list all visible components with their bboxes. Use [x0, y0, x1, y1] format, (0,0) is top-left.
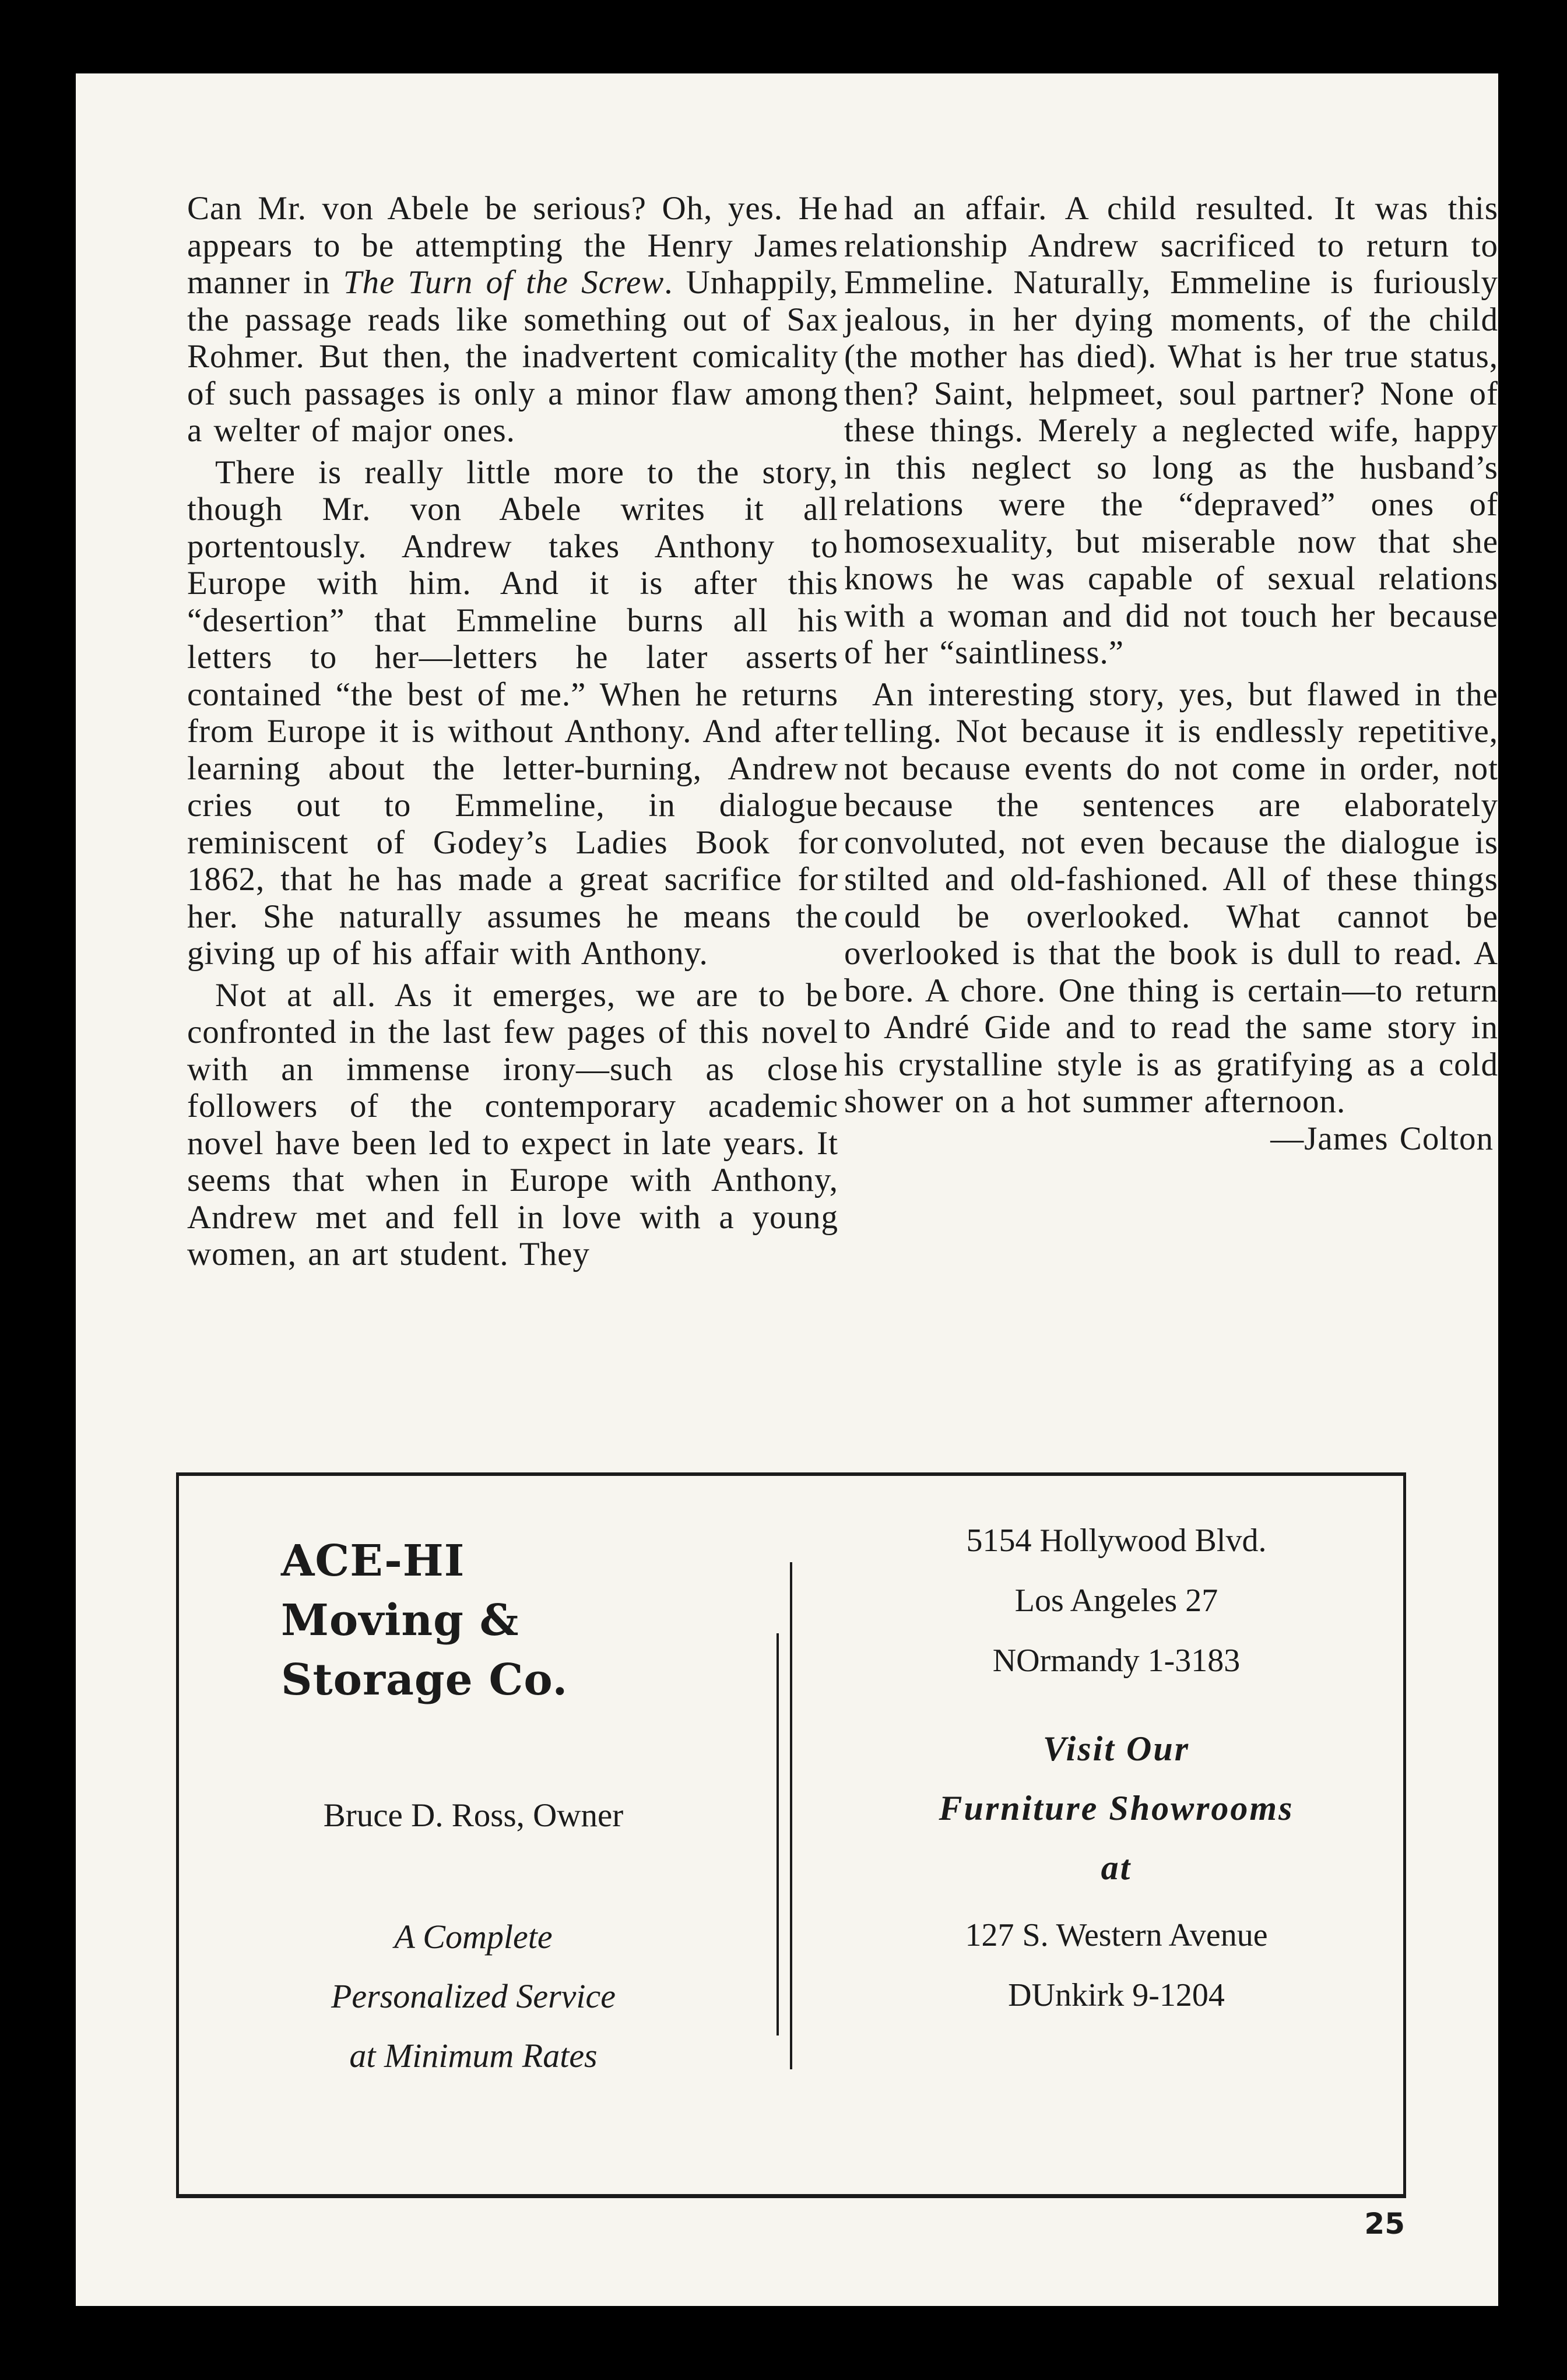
- ad-divider-rule: [777, 1633, 779, 2036]
- ad-tagline: [179, 1907, 768, 2086]
- article-left-column: [187, 190, 838, 1273]
- company-name-line: ACE-HI: [281, 1536, 465, 1586]
- address-line: 127 S. Western Avenue: [965, 1917, 1268, 1953]
- western-address: [831, 1906, 1402, 2026]
- paragraph-3: Not at all. As it emerges, we are to be confronted in the last few pages of this novel with an immense irony—such as close followers of the contemporary academic novel have been led to expect in late years. It seems that when in Europe with Anthony, Andrew met and fell in love with a young women, an art student. They: [187, 976, 838, 1272]
- address-line: DUnkirk 9-1204: [1008, 1977, 1225, 2013]
- author-signature: —James Colton: [1270, 1120, 1494, 1157]
- showrooms-callout: [831, 1719, 1402, 1897]
- address-line: NOrmandy 1-3183: [992, 1643, 1241, 1679]
- company-name: [281, 1531, 568, 1710]
- book-title-italic: The Turn of the Screw: [343, 264, 665, 301]
- showroom-line: Visit Our: [1042, 1729, 1190, 1768]
- showroom-line: Furniture Showrooms: [939, 1789, 1294, 1827]
- paragraph-1-text-a: Can Mr. von Abele be serious? Oh, yes. He appears to be attempting the Henry James manner in: [187, 190, 838, 301]
- tagline-line: Personalized Service: [331, 1977, 616, 2015]
- magazine-page: [76, 73, 1498, 2306]
- paragraph-5: An interesting story, yes, but flawed in the telling. Not because it is endlessly repetitive, not because events do not come in order, not because the sentences are elaborately convoluted, not even because the dialogue is stilted and old-fashioned. All of these things could be overlooked. What cannot be overlooked is that the book is dull to read. A bore. A chore. One thing is certain—to return to André Gide and to read the same story in his crystalline style is as gratifying as a cold shower on a hot summer afternoon.: [844, 676, 1498, 1120]
- ad-left-panel: [179, 1476, 797, 2194]
- article-right-column: [844, 190, 1498, 1157]
- paragraph-1: [187, 190, 838, 449]
- showroom-line: at: [1101, 1848, 1132, 1887]
- advertisement-box: [176, 1472, 1406, 2198]
- company-name-line: Moving &: [281, 1595, 519, 1646]
- tagline-line: A Complete: [394, 1918, 553, 1956]
- page-number: 25: [1364, 2207, 1405, 2241]
- company-name-line: Storage Co.: [281, 1655, 568, 1705]
- paragraph-2: There is really little more to the story, though Mr. von Abele writes it all portentously. Andrew takes Anthony to Europe with him. And it is after this “desertion” that Emmeline burns all his letters to her—letters he later asserts contained “the best of me.” When he returns from Europe it is without Anthony. And after learning about the letter-burning, Andrew cries out to Emmeline, in dialogue reminiscent of Godey’s Ladies Book for 1862, that he has made a great sacrifice for her. She naturally assumes he means the giving up of his affair with Anthony.: [187, 453, 838, 972]
- owner-line: Bruce D. Ross, Owner: [323, 1797, 624, 1834]
- address-line: Los Angeles 27: [1014, 1583, 1218, 1619]
- ad-divider-rule: [790, 1562, 792, 2069]
- tagline-line: at Minimum Rates: [349, 2037, 598, 2075]
- address-line: 5154 Hollywood Blvd.: [966, 1523, 1267, 1559]
- ad-right-panel: [831, 1476, 1402, 2194]
- paragraph-4: had an affair. A child resulted. It was this relationship Andrew sacrificed to return to Emmeline. Naturally, Emmeline is furiously jealous, in her dying moments, of the child (the mother has died). What is her true status, then? Saint, helpmeet, soul partner? None of these things. Merely a neglected wife, happy in this neglect so long as the husband’s relations were the “depraved” ones of homosexuality, but miserable now that she knows he was capable of sexual relations with a woman and did not touch her because of her “saintliness.”: [844, 190, 1498, 671]
- paragraph-1-text-b: . Unhappily, the passage reads like something out of Sax Rohmer. But then, the inadvertent comicality of such passages is only a minor flaw among a welter of major ones.: [187, 264, 838, 449]
- hollywood-address: [831, 1511, 1402, 1691]
